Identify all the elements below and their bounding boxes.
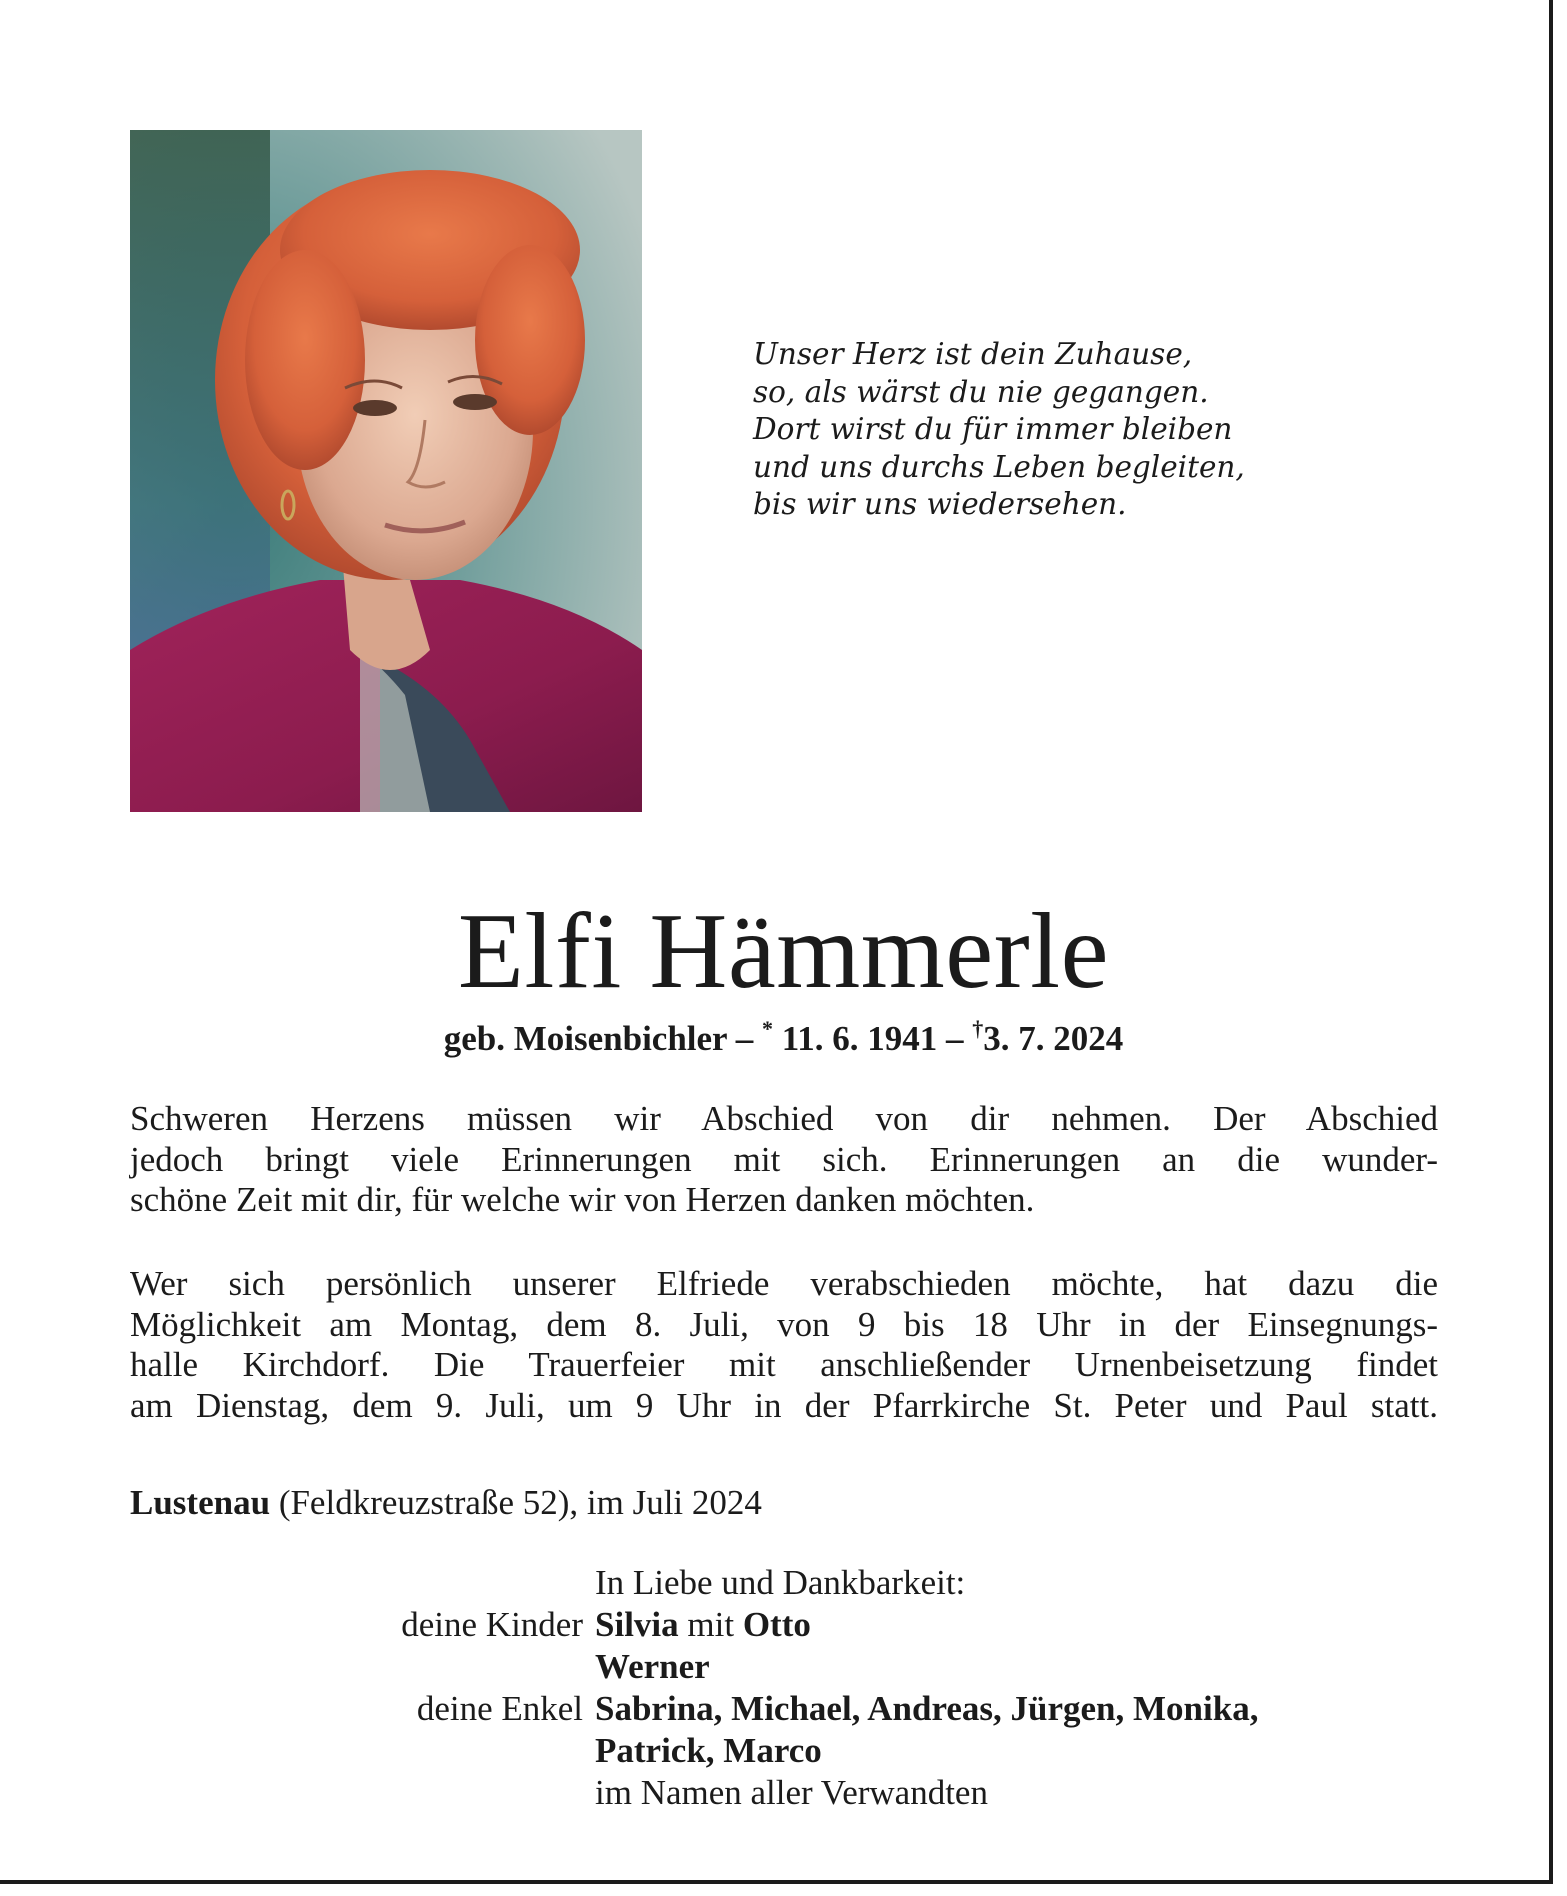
grandchildren-label: deine Enkel [416, 1689, 583, 1728]
paragraph-line: jedoch bringt viele Erinnerungen mit sich. Erinnerungen an die wunder- [130, 1139, 1438, 1179]
farewell-paragraph [130, 1099, 1438, 1221]
signature-block [0, 1562, 1567, 1814]
paragraph-line: schöne Zeit mit dir, für welche wir von Herzen danken möchten. [130, 1180, 1035, 1219]
grandchildren-names: Sabrina, Michael, Andreas, Jürgen, Monika, [595, 1689, 1259, 1728]
birth-name: geb. Moisenbichler [443, 1019, 727, 1058]
child-name: Silvia [595, 1605, 679, 1644]
address-date: (Feldkreuzstraße 52), im Juli 2024 [270, 1483, 762, 1522]
signature-intro: In Liebe und Dankbarkeit: [595, 1563, 966, 1602]
quote-line: bis wir uns wiedersehen. [753, 487, 1127, 521]
paragraph-line: halle Kirchdorf. Die Trauerfeier mit anschließender Urnenbeisetzung findet [130, 1345, 1438, 1384]
portrait-illustration [130, 130, 642, 812]
child-name: Werner [595, 1647, 710, 1686]
paragraph-line: am Dienstag, dem 9. Juli, um 9 Uhr in der Pfarrkirche St. Peter und Paul statt. [130, 1385, 1438, 1425]
paragraph-line: Möglichkeit am Montag, dem 8. Juli, von 9 bis 18 Uhr in der Einsegnungs- [130, 1304, 1438, 1344]
partner-name: Otto [742, 1605, 811, 1644]
quote-line: Unser Herz ist dein Zuhause, [753, 337, 1193, 371]
place-and-date [130, 1482, 762, 1524]
quote-line: so, als wärst du nie gegangen. [753, 374, 1209, 409]
paragraph-line: Schweren Herzens müssen wir Abschied von dir nehmen. Der Abschied [130, 1099, 1438, 1138]
deceased-name: Elfi Hämmerle [457, 892, 1110, 1011]
birth-symbol: * [761, 1016, 773, 1041]
death-symbol: † [972, 1016, 984, 1041]
quote-line: Dort wirst du für immer bleiben [753, 412, 1233, 446]
quote-line: und uns durchs Leben begleiten, [753, 449, 1245, 484]
paragraph-line: Wer sich persönlich unserer Elfriede verabschieden möchte, hat dazu die [130, 1264, 1438, 1303]
with-text: mit [678, 1605, 743, 1644]
memorial-quote [753, 336, 1413, 524]
birth-date: 11. 6. 1941 [781, 1019, 938, 1058]
death-date: 3. 7. 2024 [983, 1019, 1124, 1058]
portrait-photo [130, 130, 642, 812]
children-names [595, 1604, 811, 1646]
separator: – [735, 1019, 754, 1058]
children-label: deine Kinder [401, 1605, 583, 1644]
closing-line: im Namen aller Verwandten [595, 1773, 988, 1812]
separator: – [946, 1019, 964, 1058]
birth-death-line [0, 1017, 1567, 1061]
grandchildren-names: Patrick, Marco [595, 1731, 822, 1770]
ceremony-paragraph [130, 1264, 1438, 1426]
town: Lustenau [130, 1483, 271, 1522]
